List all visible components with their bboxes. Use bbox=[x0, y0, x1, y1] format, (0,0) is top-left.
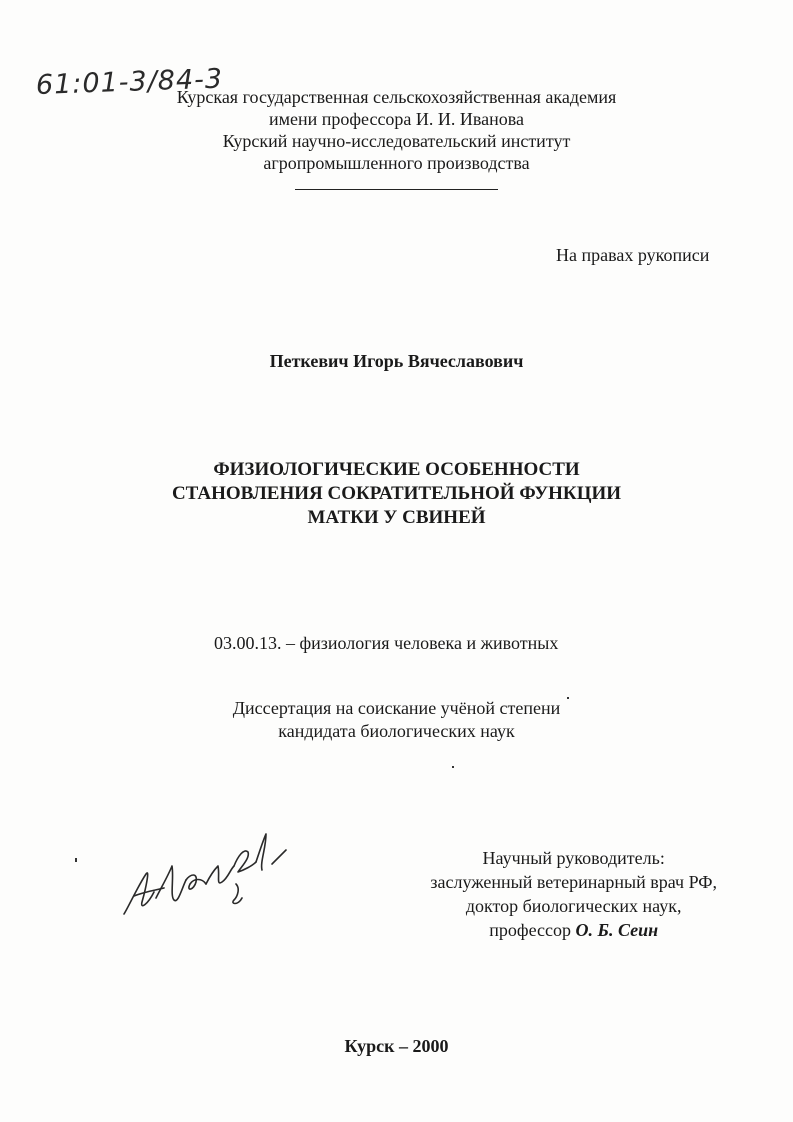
dissertation-title bbox=[0, 458, 793, 530]
city-year: Курск – 2000 bbox=[344, 1036, 449, 1056]
title-line-3: МАТКИ У СВИНЕЙ bbox=[307, 507, 486, 528]
header-line-3: Курский научно-исследовательский институт bbox=[222, 131, 571, 151]
title-line-2: СТАНОВЛЕНИЯ СОКРАТИТЕЛЬНОЙ ФУНКЦИИ bbox=[171, 483, 622, 504]
supervisor-name: О. Б. Сеин bbox=[575, 920, 659, 940]
author-name: Петкевич Игорь Вячеславович bbox=[269, 351, 524, 371]
supervisor-degree: доктор биологических наук, bbox=[465, 896, 682, 916]
supervisor-honor: заслуженный ветеринарный врач РФ, bbox=[430, 872, 717, 892]
scan-mark bbox=[452, 766, 454, 768]
supervisor-role: Научный руководитель: bbox=[482, 848, 665, 868]
institution-header bbox=[0, 86, 793, 174]
scan-mark bbox=[75, 858, 77, 862]
specialty-code: 03.00.13. – физиология человека и животных bbox=[214, 633, 559, 653]
degree-line-2: кандидата биологических наук bbox=[278, 721, 515, 741]
scientific-supervisor bbox=[430, 846, 717, 942]
manuscript-rights-note: На правах рукописи bbox=[556, 245, 710, 265]
degree-line-1: Диссертация на соискание учёной степени bbox=[232, 698, 561, 718]
title-line-1: ФИЗИОЛОГИЧЕСКИЕ ОСОБЕННОСТИ bbox=[213, 459, 580, 480]
degree-statement bbox=[0, 697, 793, 743]
header-line-4: агропромышленного производства bbox=[263, 153, 530, 173]
header-line-2: имени профессора И. И. Иванова bbox=[268, 109, 525, 129]
supervisor-position-name bbox=[430, 918, 717, 942]
header-divider bbox=[295, 189, 498, 190]
archive-code-handwritten: 61:01-3/84-3 bbox=[35, 63, 224, 101]
scan-mark bbox=[567, 697, 569, 699]
handwritten-signature-icon bbox=[116, 826, 296, 941]
header-line-1: Курская государственная сельскохозяйственная академия bbox=[176, 87, 617, 107]
supervisor-position: профессор bbox=[489, 920, 572, 940]
